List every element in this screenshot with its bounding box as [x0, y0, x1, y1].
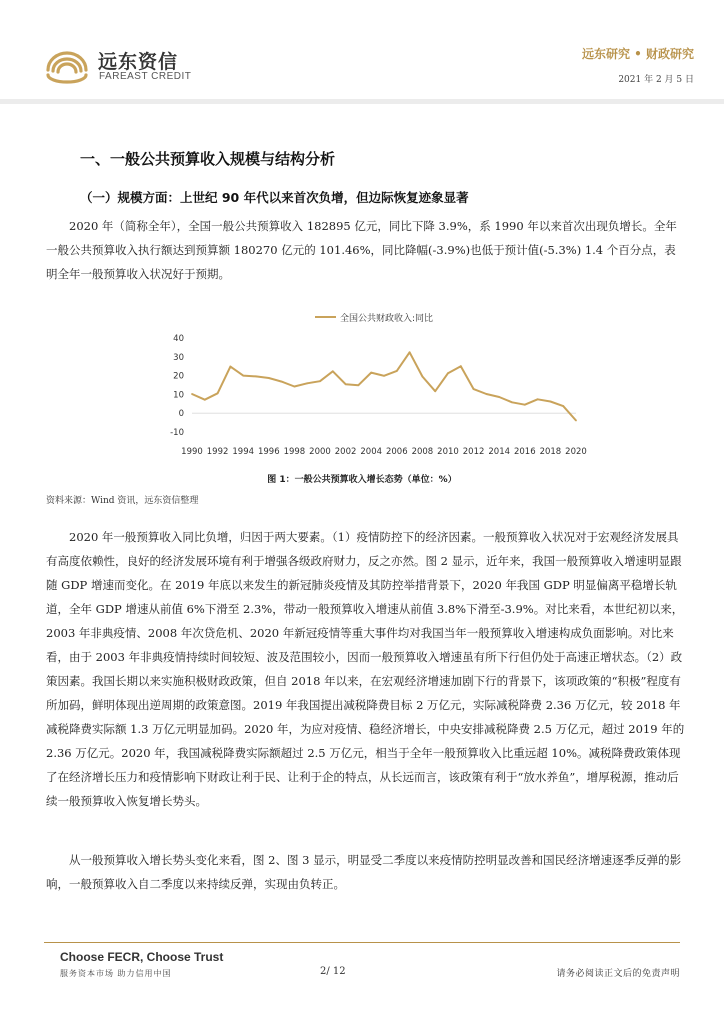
data-point	[319, 380, 321, 382]
section-heading: 一、一般公共预算收入规模与结构分析	[80, 150, 336, 168]
x-tick-label: 2020	[565, 447, 587, 457]
x-tick-label: 1992	[206, 447, 229, 457]
report-date: 2021 年 2 月 5 日	[618, 75, 694, 85]
x-tick-label: 1990	[181, 447, 203, 457]
data-point	[217, 392, 219, 394]
x-tick-label: 2000	[309, 447, 331, 457]
data-point	[230, 366, 232, 368]
paragraph-1: 2020 年（简称全年），全国一般公共预算收入 182895 亿元，同比下降 3.9%，系 1990 年以来首次出现负增长。全年一般公共预算收入执行额达到预算额 180270 亿元的 101.46%，同比降幅(-3.9%)也低于预计值(-5.3%) 1.4 个百分点，表明全年一般预算收入状况好于预期。	[46, 219, 677, 281]
data-point	[191, 393, 193, 395]
data-point	[268, 377, 270, 379]
x-tick-label: 2006	[385, 447, 408, 457]
data-point	[498, 396, 500, 398]
x-tick-label: 1994	[232, 447, 255, 457]
data-point	[511, 401, 513, 403]
data-point	[242, 375, 244, 377]
y-tick-label: 30	[173, 352, 184, 363]
x-tick-label: 2016	[513, 447, 536, 457]
x-tick-label: 2004	[360, 447, 383, 457]
footer-subslogan: 服务资本市场 助力信用中国	[60, 969, 172, 978]
section-subheading: （一）规模方面：上世纪 90 年代以来首次负增，但边际恢复迹象显著	[80, 190, 469, 205]
data-point	[204, 399, 206, 401]
x-tick-label: 2014	[488, 447, 511, 457]
footer-disclaimer: 请务必阅读正文后的免责声明	[556, 969, 680, 979]
y-tick-label: 10	[173, 390, 184, 401]
data-point	[332, 370, 334, 372]
page-header	[0, 0, 724, 100]
figure-source: 资料来源：Wind 资讯，远东资信整理	[46, 496, 199, 506]
data-point	[345, 383, 347, 385]
revenue-growth-chart	[160, 302, 587, 462]
y-tick-label: 20	[173, 371, 184, 382]
page-number: 2/ 12	[320, 966, 346, 977]
x-tick-label: 1998	[283, 447, 306, 457]
y-tick-label: 40	[173, 334, 184, 344]
data-point	[370, 372, 372, 374]
data-point	[447, 372, 449, 374]
x-tick-label: 2008	[411, 447, 434, 457]
report-series-title: 远东研究 • 财政研究	[581, 47, 694, 61]
data-point	[524, 404, 526, 406]
x-tick-label: 2002	[334, 447, 357, 457]
figure-caption: 图 1：一般公共预算收入增长态势（单位：%）	[267, 475, 457, 485]
data-point	[409, 351, 411, 353]
data-point	[550, 401, 552, 403]
legend-label: 全国公共财政收入:同比	[340, 314, 434, 324]
y-tick-label: -10	[170, 428, 184, 438]
data-point	[486, 393, 488, 395]
data-point	[294, 386, 296, 388]
paragraph-3: 从一般预算收入增长势头变化来看，图 2、图 3 显示，明显受二季度以来疫情防控明显改善和国民经济增速逐季反弹的影响，一般预算收入自二季度以来持续反弹，实现由负转正。	[46, 853, 682, 891]
data-point	[306, 382, 308, 384]
data-point	[255, 375, 257, 377]
footer-slogan: Choose FECR, Choose Trust	[60, 950, 224, 964]
header-divider	[0, 99, 724, 104]
data-point	[422, 376, 424, 378]
data-point	[537, 398, 539, 400]
data-point	[460, 365, 462, 367]
logo-text-cn: 远东资信	[98, 51, 179, 73]
y-tick-label: 0	[178, 409, 184, 420]
footer-divider	[44, 942, 680, 943]
data-point	[562, 405, 564, 407]
data-point	[575, 420, 577, 422]
x-tick-label: 1996	[257, 447, 280, 457]
fareast-logo-icon	[42, 44, 92, 84]
logo-text-en: FAREAST CREDIT	[99, 71, 192, 82]
x-tick-label: 2012	[462, 447, 485, 457]
paragraph-2: 2020 年一般预算收入同比负增，归因于两大要素。（1）疫情防控下的经济因素。一般预算收入状况对于宏观经济发展具有高度依赖性，良好的经济发展环境有利于增强各级政府财力，反之亦然。图 2 显示，近年来，我国一般预算收入增速明显跟随 GDP 增速而变化。在 2019 年底以来发生的新冠肺炎疫情及其防控举措背景下，2020 年我国 GDP 明显偏离平稳增长轨道，全年 GDP 增速从前值 6%下滑至 2.3%，带动一般预算收入增速从前值 3.8%下滑至-3.9%。对比来看，本世纪初以来，2003 年非典疫情、2008 年次贷危机、2020 年新冠疫情等重大事件均对我国当年一般预算收入增速构成负面影响。对比来看，由于 2003 年非典疫情持续时间较短、波及范围较小，因而一般预算收入增速虽有所下行但仍处于高速正增状态。（2）政策因素。我国长期以来实施积极财政政策，但自 2018 年以来，在宏观经济增速加剧下行的背景下，该项政策的“积极”程度有所加码，鲜明体现出逆周期的政策意图。2019 年我国提出减税降费目标 2 万亿元，实际减税降费 2.36 万亿元，较 2018 年减税降费实际额 1.3 万亿元明显加码。2020 年，为应对疫情、稳经济增长，中央安排减税降费 2.5 万亿元，超过 2019 年的 2.36 万亿元。2020 年，我国减税降费实际额超过 2.5 万亿元，相当于全年一般预算收入比重远超 10%。减税降费政策体现了在经济增长压力和疫情影响下财政让利于民、让利于企的特点，从长远而言，该政策有利于“放水养鱼”，增厚税源，推动后续一般预算收入恢复增长势头。	[46, 530, 685, 808]
data-point	[281, 381, 283, 383]
x-tick-label: 2010	[437, 447, 459, 457]
x-tick-label: 2018	[539, 447, 562, 457]
data-point	[396, 370, 398, 372]
data-point	[434, 390, 436, 392]
data-point	[358, 384, 360, 386]
series-line	[192, 352, 576, 420]
data-point	[473, 388, 475, 390]
data-point	[383, 375, 385, 377]
